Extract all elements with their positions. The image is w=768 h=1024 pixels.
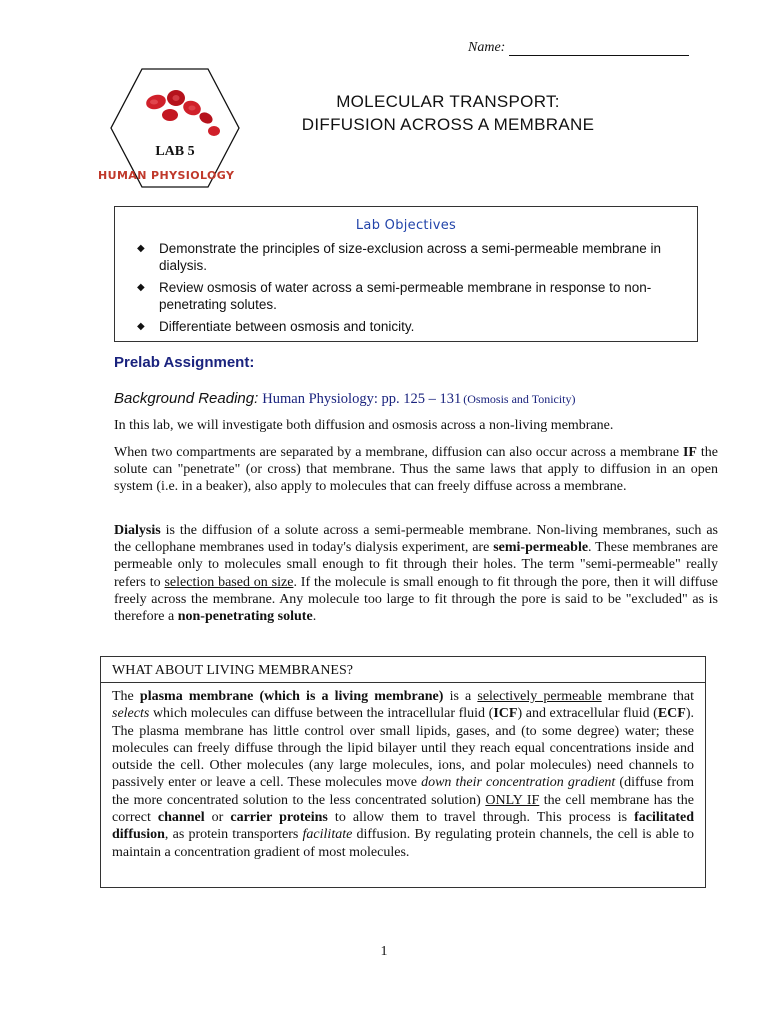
objective-item: ◆ Demonstrate the principles of size-exclusion across a semi-permeable membrane in dialysis. xyxy=(137,241,661,273)
background-reference: Human Physiology: pp. 125 – 131 xyxy=(262,391,462,407)
divider xyxy=(101,682,705,683)
living-membranes-text: The plasma membrane (which is a living membrane) is a selectively permeable membrane that selects which molecules can diffuse between the intracellular fluid (ICF) and extracellular fluid (ECF). The plasma membrane has little control over small lipids, gases, and (to some degree) water; these molecules can freely diffuse through the lipid bilayer until they reach equal concentrations inside and outside the cell. Other molecules (any large molecules, ions, and polar molecules) need channels to passively enter or leave a cell. These molecules move down their concentration gradient (diffuse from the more concentrated solution to the less concentrated solution) ONLY IF the cell membrane has the correct channel or carrier proteins to allow them to travel through. This process is facilitated diffusion, as protein transporters facilitate diffusion. By regulating protein channels, the cell is able to maintain a concentration gradient of most molecules. xyxy=(112,689,695,860)
objectives-heading: Lab Objectives xyxy=(355,218,457,233)
objectives-list xyxy=(137,240,669,340)
living-membranes-box xyxy=(100,656,706,888)
name-blank-line xyxy=(509,42,689,56)
page-title-line2: DIFFUSION ACROSS A MEMBRANE xyxy=(301,115,595,134)
objective-item: ◆ Differentiate between osmosis and tonicity. xyxy=(137,319,415,334)
diamond-bullet-icon: ◆ xyxy=(137,321,145,332)
name-label: Name: xyxy=(468,40,506,55)
background-label: Background Reading: xyxy=(114,390,259,407)
page-title-line1: MOLECULAR TRANSPORT: xyxy=(336,92,560,111)
living-membranes-heading: WHAT ABOUT LIVING MEMBRANES? xyxy=(112,663,353,678)
paragraph-dialysis: Dialysis is the diffusion of a solute across a semi-permeable membrane. Non-living membranes, such as the cellophane membranes used in today's dialysis experiment, are semi-permeable. These membranes are permeable only to molecules small enough to fit through their holes. The term "semi-permeable" really refers to selection based on size. If the molecule is small enough to fit through the pore, then it will diffuse freely across the membrane. Any molecule too large to fit through the pore is said to be "excluded" as is therefore a non-penetrating solute. xyxy=(114,523,718,625)
paragraph-intro: In this lab, we will investigate both diffusion and osmosis across a non-living membrane. xyxy=(114,418,614,433)
diamond-bullet-icon: ◆ xyxy=(137,282,145,293)
lab-number: LAB 5 xyxy=(155,144,195,159)
background-reading xyxy=(114,390,576,408)
course-name: HUMAN PHYSIOLOGY xyxy=(98,169,235,182)
background-topic: (Osmosis and Tonicity) xyxy=(463,392,576,406)
diamond-bullet-icon: ◆ xyxy=(137,243,145,254)
blood-cells xyxy=(145,90,220,136)
name-field xyxy=(468,40,689,56)
objective-item: ◆ Review osmosis of water across a semi-permeable membrane in response to non-penetrating solutes. xyxy=(137,280,652,312)
page-number: 1 xyxy=(380,944,388,959)
paragraph-diffusion: When two compartments are separated by a membrane, diffusion can also occur across a membrane IF the solute can "penetrate" (or cross) that membrane. Thus the same laws that apply to diffusion in an open system (i.e. in a beaker), also apply to molecules that can freely diffuse across a membrane. xyxy=(114,445,718,495)
prelab-heading: Prelab Assignment: xyxy=(114,354,255,371)
objectives-box xyxy=(114,206,698,342)
